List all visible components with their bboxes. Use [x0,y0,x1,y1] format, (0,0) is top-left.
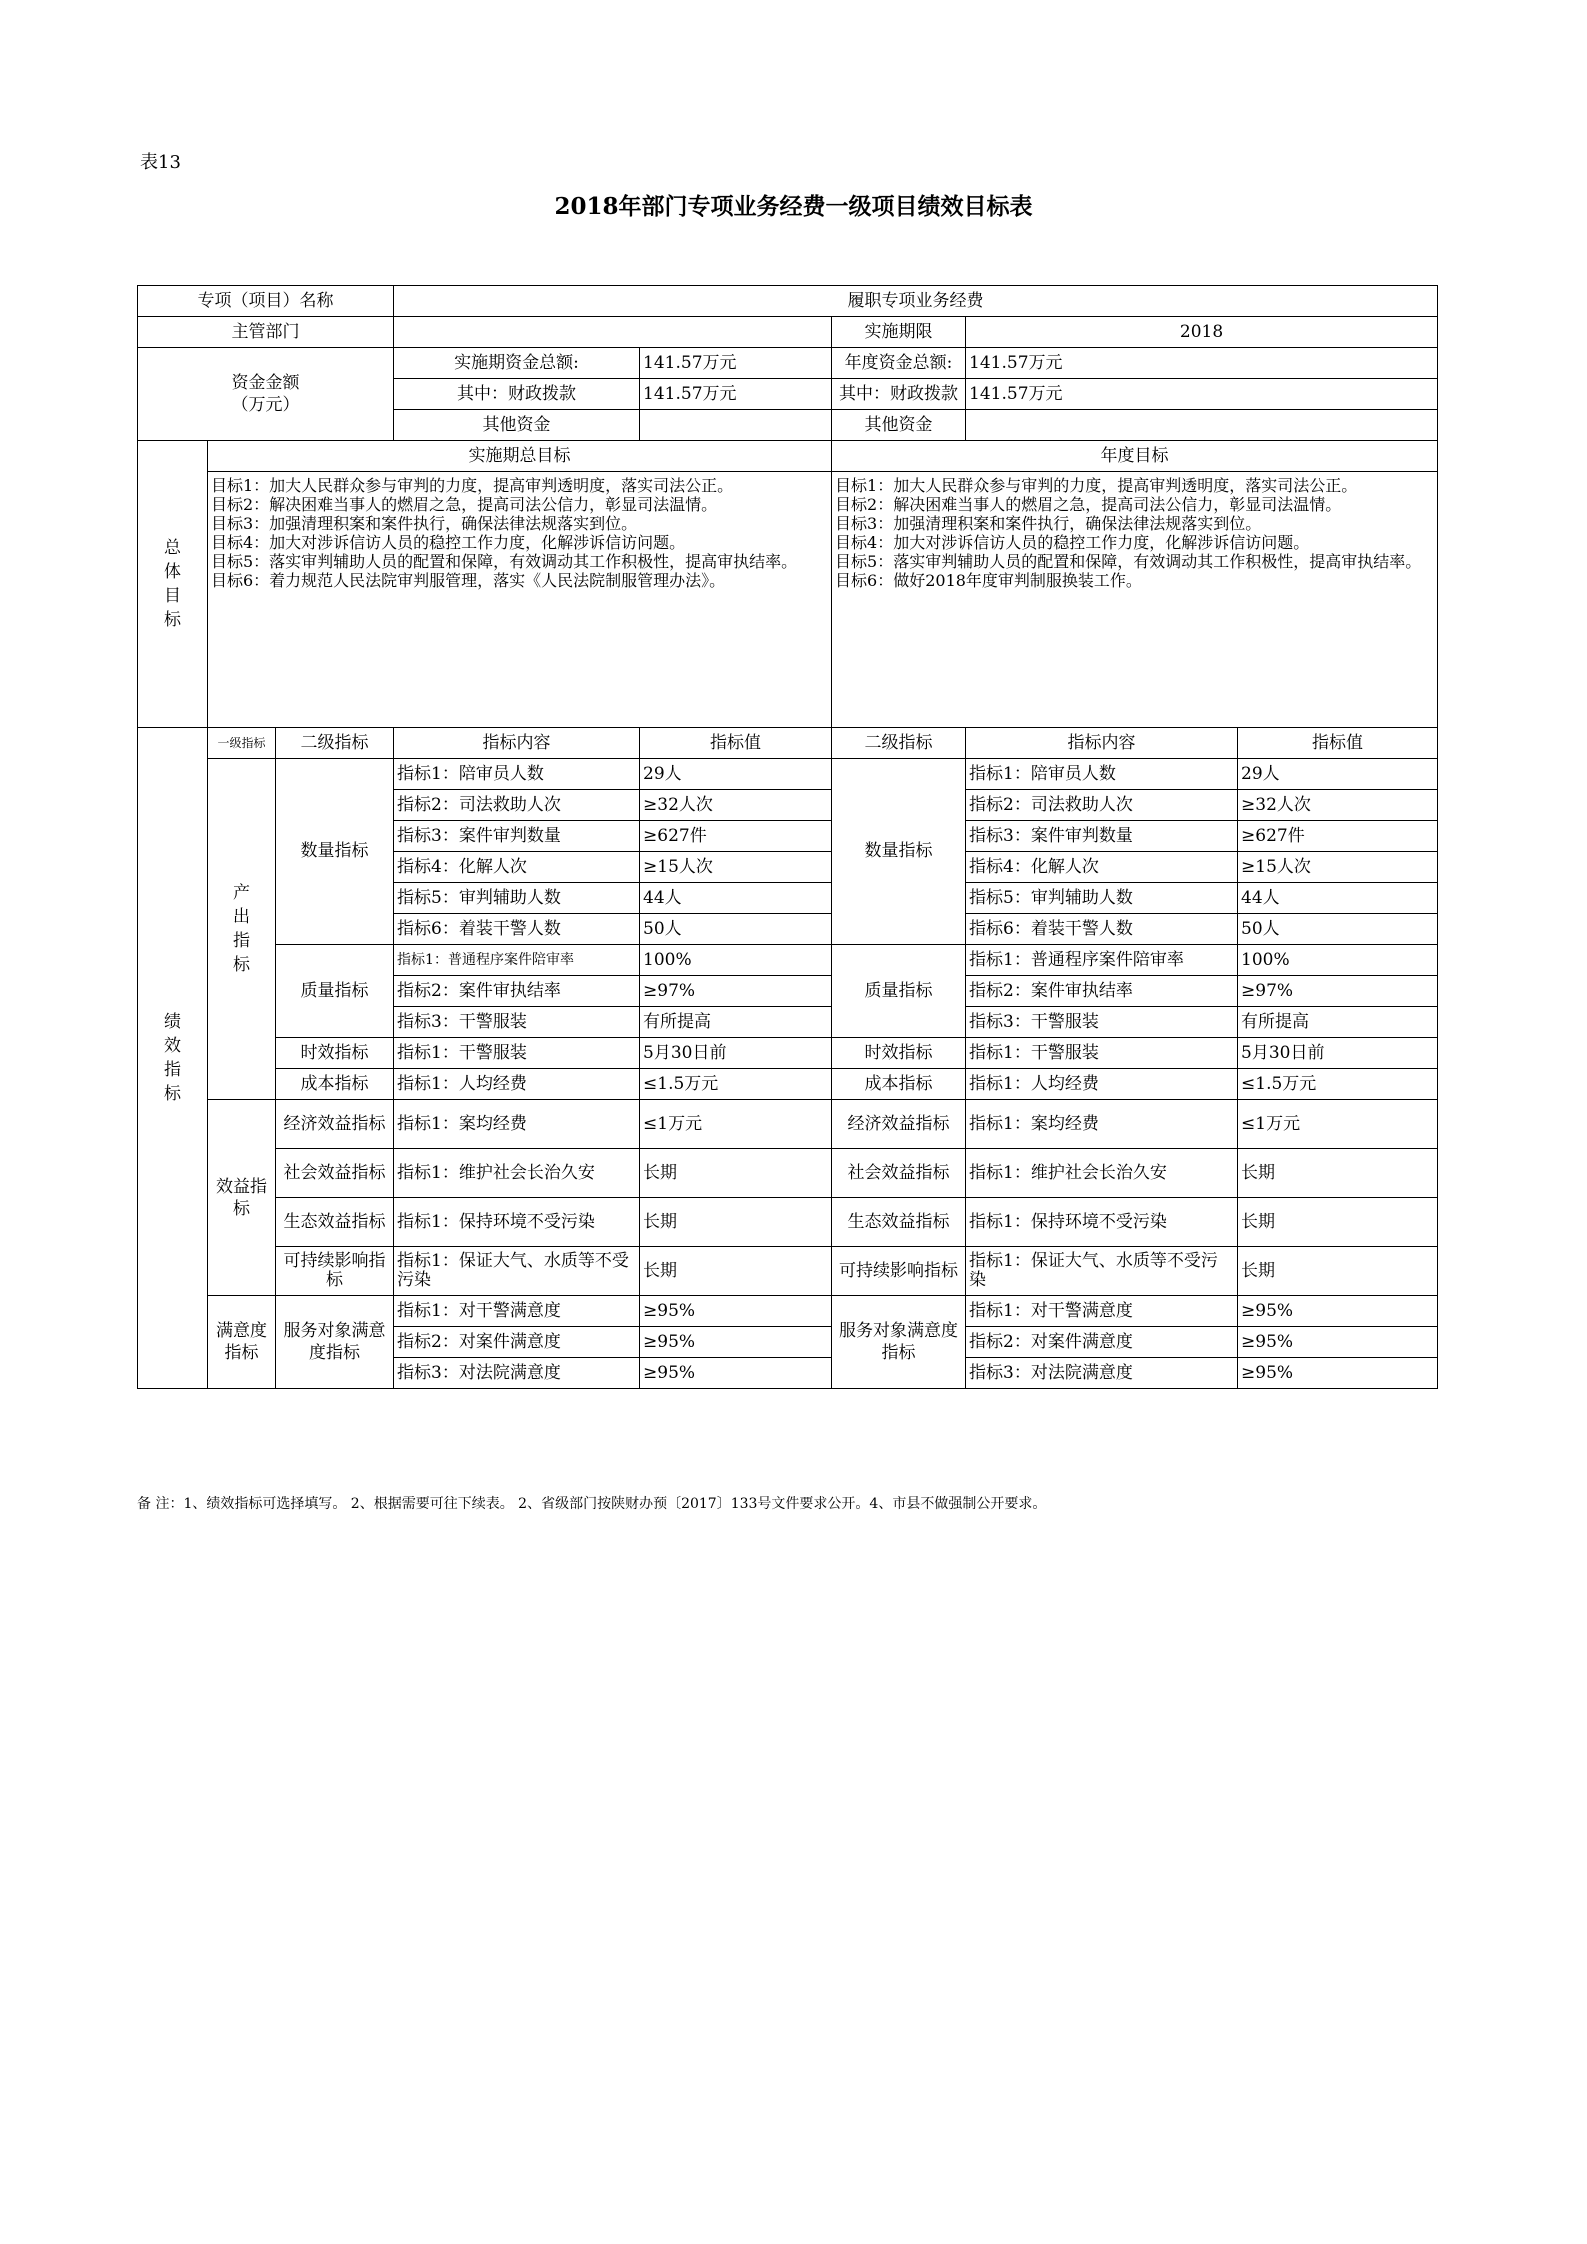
annual-total-label: 年度资金总额: [832,348,966,379]
quantity-content-annual: 指标5：审判辅助人数 [966,883,1238,914]
benefit-type-annual: 社会效益指标 [832,1149,966,1198]
quantity-value: 44人 [640,883,832,914]
quantity-value: ≥15人次 [640,852,832,883]
quality-content-annual: 指标2：案件审执结率 [966,976,1238,1007]
quantity-label-annual: 数量指标 [832,759,966,945]
benefit-content: 指标1：保持环境不受污染 [394,1198,640,1247]
benefit-indicator-label: 效益指标 [208,1100,276,1296]
main-grid [137,285,1438,1389]
benefit-value: 长期 [640,1198,832,1247]
goals-header-row [138,441,1438,472]
benefit-value-annual: 长期 [1238,1149,1438,1198]
annual-other-label: 其他资金 [832,410,966,441]
level1-header: 一级指标 [208,728,276,759]
content-header-annual: 指标内容 [966,728,1238,759]
period-label: 实施期限 [832,317,966,348]
table-row [138,1198,1438,1247]
satisfaction-value-annual: ≥95% [1238,1327,1438,1358]
benefit-value: 长期 [640,1149,832,1198]
quantity-value: ≥627件 [640,821,832,852]
benefit-type-annual: 经济效益指标 [832,1100,966,1149]
period-goal-2: 目标2：解决困难当事人的燃眉之急，提高司法公信力，彰显司法温情。 [211,495,718,514]
quantity-content-annual: 指标2：司法救助人次 [966,790,1238,821]
level2-header: 二级指标 [276,728,394,759]
satisfaction-content: 指标1：对干警满意度 [394,1296,640,1327]
funds-total-value: 141.57万元 [640,348,832,379]
period-goal-4: 目标4：加大对涉诉信访人员的稳控工作力度，化解涉诉信访问题。 [211,533,686,552]
annual-goal-1: 目标1：加大人民群众参与审判的力度，提高审判透明度，落实司法公正。 [835,476,1358,495]
timeliness-content: 指标1：干警服装 [394,1038,640,1069]
cost-value-annual: ≤1.5万元 [1238,1069,1438,1100]
table-row [138,1149,1438,1198]
satisfaction-value-annual: ≥95% [1238,1296,1438,1327]
quality-value: 有所提高 [640,1007,832,1038]
timeliness-value: 5月30日前 [640,1038,832,1069]
quantity-content: 指标1：陪审员人数 [394,759,640,790]
project-name-label: 专项（项目）名称 [138,286,394,317]
period-goal-5: 目标5：落实审判辅助人员的配置和保障，有效调动其工作积极性，提高审执结率。 [211,552,798,571]
quantity-content: 指标3：案件审判数量 [394,821,640,852]
quantity-value: 50人 [640,914,832,945]
benefit-type: 社会效益指标 [276,1149,394,1198]
quantity-content-annual: 指标3：案件审判数量 [966,821,1238,852]
quality-content: 指标1：普通程序案件陪审率 [394,945,640,976]
quantity-content-annual: 指标1：陪审员人数 [966,759,1238,790]
satisfaction-value: ≥95% [640,1327,832,1358]
project-name-value: 履职专项业务经费 [394,286,1438,317]
funds-other-value [640,410,832,441]
cost-content: 指标1：人均经费 [394,1069,640,1100]
performance-target-table [137,285,1437,1389]
goals-body-row [138,472,1438,728]
quantity-content-annual: 指标6：着装干警人数 [966,914,1238,945]
quality-content-annual: 指标3：干警服装 [966,1007,1238,1038]
funds-label: 资金金额 （万元） [138,348,394,441]
annual-goal-5: 目标5：落实审判辅助人员的配置和保障，有效调动其工作积极性，提高审执结率。 [835,552,1422,571]
funds-total-row [138,348,1438,379]
cost-value: ≤1.5万元 [640,1069,832,1100]
benefit-content-annual: 指标1：维护社会长治久安 [966,1149,1238,1198]
satisfaction-content: 指标2：对案件满意度 [394,1327,640,1358]
funds-other-label: 其他资金 [394,410,640,441]
quantity-value-annual: ≥32人次 [1238,790,1438,821]
benefit-content: 指标1：保证大气、水质等不受污染 [394,1247,640,1296]
satisfaction-content-annual: 指标2：对案件满意度 [966,1327,1238,1358]
benefit-content-annual: 指标1：保证大气、水质等不受污染 [966,1247,1238,1296]
level2-header-annual: 二级指标 [832,728,966,759]
value-header: 指标值 [640,728,832,759]
table-number: 表13 [140,152,181,173]
period-value: 2018 [966,317,1438,348]
timeliness-content-annual: 指标1：干警服装 [966,1038,1238,1069]
period-goal-6: 目标6：着力规范人民法院审判服管理，落实《人民法院制服管理办法》。 [211,571,726,590]
annual-goal-2: 目标2：解决困难当事人的燃眉之急，提高司法公信力，彰显司法温情。 [835,495,1342,514]
benefit-type-annual: 生态效益指标 [832,1198,966,1247]
funds-fiscal-value: 141.57万元 [640,379,832,410]
quality-label: 质量指标 [276,945,394,1038]
quantity-value-annual: 50人 [1238,914,1438,945]
timeliness-label: 时效指标 [276,1038,394,1069]
table-row [138,945,1438,976]
satisfaction-content: 指标3：对法院满意度 [394,1358,640,1389]
quantity-content: 指标2：司法救助人次 [394,790,640,821]
period-goal-3: 目标3：加强清理积案和案件执行，确保法律法规落实到位。 [211,514,638,533]
footnote: 备 注：1、绩效指标可选择填写。 2、根据需要可往下续表。 2、省级部门按陕财办预〔2017〕133号文件要求公开。4、市县不做强制公开要求。 [137,1496,1047,1512]
benefit-value-annual: 长期 [1238,1198,1438,1247]
benefit-content: 指标1：维护社会长治久安 [394,1149,640,1198]
benefit-type: 生态效益指标 [276,1198,394,1247]
annual-goals-list [832,472,1438,728]
benefit-content-annual: 指标1：保持环境不受污染 [966,1198,1238,1247]
satisfaction-value: ≥95% [640,1358,832,1389]
benefit-type-annual: 可持续影响指标 [832,1247,966,1296]
table-row [138,1100,1438,1149]
satisfaction-indicator-label: 满意度指标 [208,1296,276,1389]
satisfaction-type-annual: 服务对象满意度指标 [832,1296,966,1389]
quality-value: 100% [640,945,832,976]
benefit-content: 指标1：案均经费 [394,1100,640,1149]
quality-value-annual: 有所提高 [1238,1007,1438,1038]
table-row [138,1247,1438,1296]
quantity-label: 数量指标 [276,759,394,945]
annual-other-value [966,410,1438,441]
quantity-content: 指标4：化解人次 [394,852,640,883]
timeliness-value-annual: 5月30日前 [1238,1038,1438,1069]
annual-fiscal-value: 141.57万元 [966,379,1438,410]
annual-fiscal-label: 其中：财政拨款 [832,379,966,410]
quality-value-annual: 100% [1238,945,1438,976]
benefit-content-annual: 指标1：案均经费 [966,1100,1238,1149]
timeliness-label-annual: 时效指标 [832,1038,966,1069]
quality-label-annual: 质量指标 [832,945,966,1038]
perf-section-label: 绩效指标 [138,728,208,1389]
table-row [138,1296,1438,1327]
table-row [138,1038,1438,1069]
annual-goal-3: 目标3：加强清理积案和案件执行，确保法律法规落实到位。 [835,514,1262,533]
project-name-row [138,286,1438,317]
quantity-value-annual: 44人 [1238,883,1438,914]
satisfaction-content-annual: 指标3：对法院满意度 [966,1358,1238,1389]
satisfaction-content-annual: 指标1：对干警满意度 [966,1296,1238,1327]
quality-content: 指标2：案件审执结率 [394,976,640,1007]
quantity-value-annual: ≥15人次 [1238,852,1438,883]
quantity-content: 指标5：审判辅助人数 [394,883,640,914]
cost-content-annual: 指标1：人均经费 [966,1069,1238,1100]
cost-label-annual: 成本指标 [832,1069,966,1100]
quantity-content: 指标6：着装干警人数 [394,914,640,945]
annual-goal-4: 目标4：加大对涉诉信访人员的稳控工作力度，化解涉诉信访问题。 [835,533,1310,552]
benefit-value-annual: 长期 [1238,1247,1438,1296]
satisfaction-type: 服务对象满意度指标 [276,1296,394,1389]
satisfaction-value-annual: ≥95% [1238,1358,1438,1389]
document-title: 2018年部门专项业务经费一级项目绩效目标表 [554,193,1033,220]
annual-goal-6: 目标6：做好2018年度审判制服换装工作。 [835,571,1142,590]
annual-total-value: 141.57万元 [966,348,1438,379]
output-indicator-label: 产出指标 [208,759,276,1100]
period-goals-list [208,472,832,728]
quality-value-annual: ≥97% [1238,976,1438,1007]
quality-content-annual: 指标1：普通程序案件陪审率 [966,945,1238,976]
benefit-value-annual: ≤1万元 [1238,1100,1438,1149]
quantity-value-annual: ≥627件 [1238,821,1438,852]
department-row [138,317,1438,348]
quantity-content-annual: 指标4：化解人次 [966,852,1238,883]
period-goals-header: 实施期总目标 [208,441,832,472]
department-label: 主管部门 [138,317,394,348]
table-row [138,759,1438,790]
quality-content: 指标3：干警服装 [394,1007,640,1038]
funds-fiscal-label: 其中：财政拨款 [394,379,640,410]
value-header-annual: 指标值 [1238,728,1438,759]
table-row [138,1069,1438,1100]
content-header: 指标内容 [394,728,640,759]
goals-section-label: 总体目标 [138,441,208,728]
benefit-value: 长期 [640,1247,832,1296]
funds-total-label: 实施期资金总额: [394,348,640,379]
quantity-value: ≥32人次 [640,790,832,821]
quantity-value-annual: 29人 [1238,759,1438,790]
department-value [394,317,832,348]
benefit-type: 可持续影响指标 [276,1247,394,1296]
annual-goals-header: 年度目标 [832,441,1438,472]
benefit-value: ≤1万元 [640,1100,832,1149]
benefit-type: 经济效益指标 [276,1100,394,1149]
perf-header-row [138,728,1438,759]
satisfaction-value: ≥95% [640,1296,832,1327]
quantity-value: 29人 [640,759,832,790]
cost-label: 成本指标 [276,1069,394,1100]
quality-value: ≥97% [640,976,832,1007]
period-goal-1: 目标1：加大人民群众参与审判的力度，提高审判透明度，落实司法公正。 [211,476,734,495]
